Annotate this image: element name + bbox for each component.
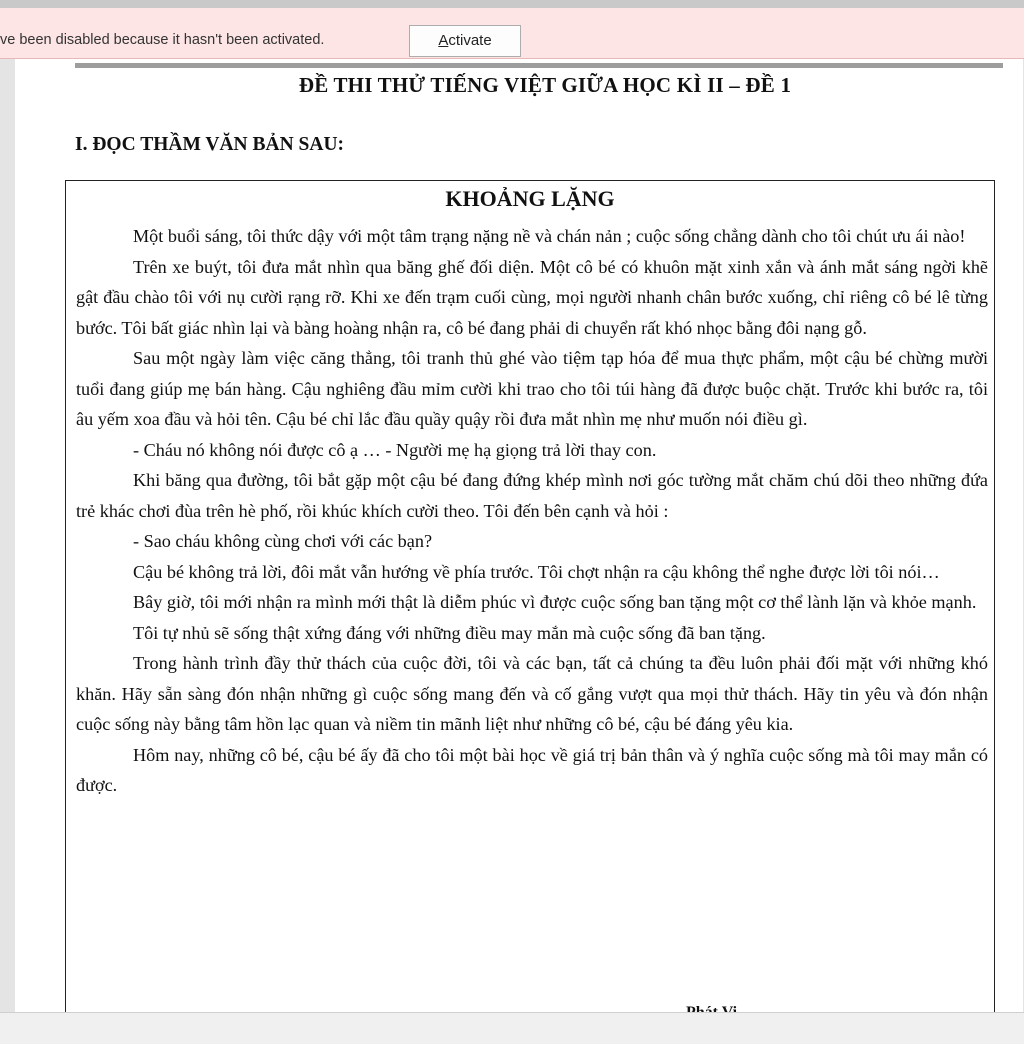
paragraph: Trong hành trình đầy thử thách của cuộc đời, tôi và các bạn, tất cả chúng ta đều luôn phải đối mặt với những khó khăn. Hãy sẵn sàng đón nhận những gì cuộc sống mang đến và cố gắng vượt qua mọi thử thách. Hãy tin yêu và đón nhận cuộc sống này bằng tâm hồn lạc quan và niềm tin mãnh liệt như những cô bé, cậu bé đáng yêu kia. [76,653,988,734]
reading-text-box [65,180,995,1020]
paragraph: Hôm nay, những cô bé, cậu bé ấy đã cho tôi một bài học về giá trị bản thân và ý nghĩa cuộc sống mà tôi may mắn có được. [76,744,988,795]
paragraph: - Cháu nó không nói được cô ạ … - Người mẹ hạ giọng trả lời thay con. [133,439,657,460]
status-bar [0,1012,1024,1044]
exam-title: ĐỀ THI THỬ TIẾNG VIỆT GIỮA HỌC KÌ II – ĐỀ 1 [298,73,792,97]
paragraph: Tôi tự nhủ sẽ sống thật xứng đáng với những điều may mắn mà cuộc sống đã ban tặng. [133,622,766,643]
activation-notice-bar [0,8,1024,59]
story-body [76,221,988,801]
page-header-rule [75,63,1003,68]
paragraph: Khi băng qua đường, tôi bắt gặp một cậu bé đang đứng khép mình nơi góc tường mắt chăm chú dõi theo những đứa trẻ khác chơi đùa trên hè phố, rồi khúc khích cười theo. Tôi đến bên cạnh và hỏi : [76,470,988,521]
paragraph: - Sao cháu không cùng chơi với các bạn? [133,531,433,551]
document-page [15,59,1023,1012]
paragraph: Bây giờ, tôi mới nhận ra mình mới thật là diễm phúc vì được cuộc sống ban tặng một cơ thể lành lặn và khỏe mạnh. [133,592,977,612]
story-title: KHOẢNG LẶNG [445,186,615,211]
paragraph: Trên xe buýt, tôi đưa mắt nhìn qua băng ghế đối diện. Một cô bé có khuôn mặt xinh xắn và ánh mắt sáng ngời khẽ gật đầu chào tôi với nụ cười rạng rỡ. Khi xe đến trạm cuối cùng, mọi người nhanh chân bước xuống, chỉ riêng cô bé lê từng bước. Tôi bất giác nhìn lại và bàng hoàng nhận ra, cô bé đang phải di chuyển rất khó nhọc bằng đôi nạng gỗ. [76,256,988,338]
paragraph: Cậu bé không trả lời, đôi mắt vẫn hướng về phía trước. Tôi chợt nhận ra cậu không thể nghe được lời tôi nói… [133,561,940,582]
paragraph: Một buổi sáng, tôi thức dậy với một tâm trạng nặng nề và chán nản ; cuộc sống chẳng dành cho tôi chút ưu ái nào! [133,226,966,246]
paragraph: Sau một ngày làm việc căng thẳng, tôi tranh thủ ghé vào tiệm tạp hóa để mua thực phẩm, một cậu bé chừng mười tuổi đang giúp mẹ bán hàng. Cậu nghiêng đầu mỉm cười khi trao cho tôi túi hàng đã được buộc chặt. Trước khi bước ra, tôi âu yếm xoa đầu và hỏi tên. Cậu bé chỉ lắc đầu quầy quậy rồi đưa mắt nhìn mẹ như muốn nói điều gì. [76,348,988,429]
section-heading: I. ĐỌC THẦM VĂN BẢN SAU: [75,134,345,155]
notice-message: ve been disabled because it hasn't been activated. [0,32,325,48]
top-strip [0,0,1024,8]
activate-button[interactable]: Activate [409,25,521,57]
